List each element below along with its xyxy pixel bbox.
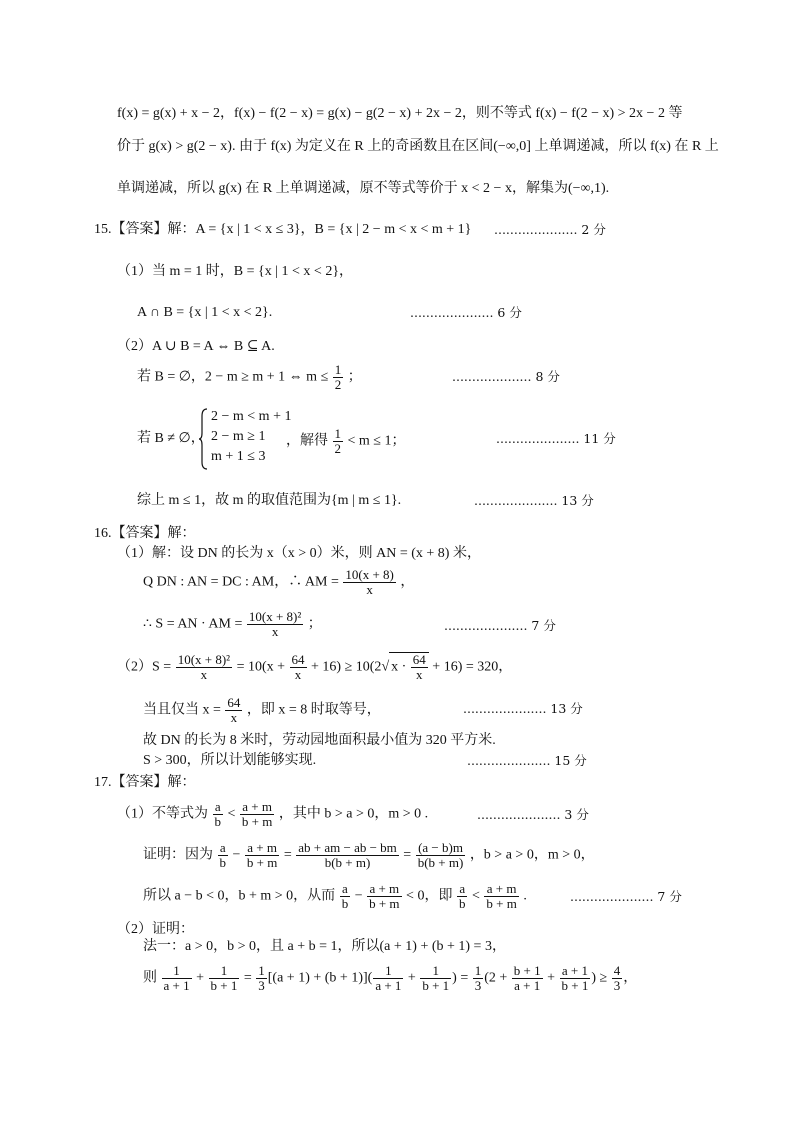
q17-part1-lt: < <box>227 806 236 822</box>
q15-case-nonempty-score: 11 分 <box>583 431 616 446</box>
fraction <box>340 882 351 911</box>
q16-part1-score: 7 分 <box>531 618 556 633</box>
q17-therefore-score: 7 分 <box>657 889 682 904</box>
fraction-denominator: b(b + m) <box>324 855 371 870</box>
q15-system-row: 2 − m < m + 1 <box>211 409 292 424</box>
fraction-denominator: b + 1 <box>422 978 450 993</box>
q15-case-empty-score: 8 分 <box>535 369 560 384</box>
fraction-denominator: x <box>230 710 238 725</box>
q17-therefore-minus: − <box>354 888 363 904</box>
fraction <box>367 882 401 911</box>
fraction <box>218 841 229 870</box>
fraction-numerator: a + m <box>240 800 274 815</box>
q17-part1-score-leader: ..................... 3 分 <box>477 807 589 822</box>
q15-conclusion-score: 13 分 <box>561 493 594 508</box>
q15-score: 2 分 <box>581 222 606 237</box>
solution-line-2: 价于 g(x) > g(2 − x). 由于 f(x) 为定义在 R 上的奇函数且在区间(−∞,0] 上单调递减，所以 f(x) 在 R 上 <box>117 139 719 154</box>
fraction-numerator: 64 <box>227 695 241 710</box>
fraction-numerator: a + m <box>484 882 518 897</box>
q16-part2-line <box>117 652 512 682</box>
fraction-numerator: a + 1 <box>560 964 591 979</box>
fraction <box>296 841 399 870</box>
q15-solve-end: < m ≤ 1； <box>347 433 406 449</box>
fraction-denominator: b + 1 <box>561 978 589 993</box>
fraction-numerator: ab + am − ab − bm <box>298 840 397 855</box>
sqrt-icon: √ <box>381 659 390 675</box>
fraction <box>457 882 468 911</box>
fraction-denominator: b <box>214 814 221 829</box>
q15-system-row: m + 1 ≤ 3 <box>211 449 266 464</box>
q17-part1-score: 3 分 <box>564 807 589 822</box>
q16-conclusion: 故 DN 的长为 8 米时，劳动园地面积最小值为 320 平方米. <box>143 733 496 748</box>
fraction-denominator: x <box>271 624 279 639</box>
fraction <box>333 427 344 456</box>
fraction <box>245 841 279 870</box>
fraction <box>247 610 303 639</box>
q17-calc-eq: = <box>243 970 252 986</box>
q17-heading: 17.【答案】解： <box>94 775 196 790</box>
q17-therefore-text: 所以 a − b < 0，b + m > 0，从而 <box>143 888 336 904</box>
q17-part1-end: ，其中 b > a > 0，m > 0 . <box>278 806 429 822</box>
fraction <box>512 964 543 993</box>
fraction <box>209 964 240 993</box>
fraction-numerator: 1 <box>373 964 403 979</box>
q15-score-leader: ..................... 2 分 <box>494 222 606 237</box>
q16-plan-line: S > 300，所以计划能够实现. <box>143 753 317 768</box>
q16-area-text: ∴ S = AN · AM = <box>143 616 243 632</box>
fraction-denominator: 2 <box>334 441 341 456</box>
q16-area-end: ； <box>307 616 322 632</box>
q17-therefore-mid: < 0，即 <box>406 888 453 904</box>
q16-part1: （1）解：设 DN 的长为 x（x > 0）米，则 AN = (x + 8) 米， <box>117 546 481 561</box>
fraction-denominator: b <box>458 896 466 911</box>
q16-plan-score: 15 分 <box>554 753 587 768</box>
q16-equality-line <box>143 696 381 725</box>
q16-ratio-line <box>143 568 414 597</box>
q15-case-nonempty-lead: 若 B ≠ ∅， <box>137 431 205 446</box>
fraction-numerator: a <box>213 800 224 815</box>
q17-calc-plus: + <box>196 970 205 986</box>
q15-case-empty <box>137 363 362 392</box>
q15-part1-score: 6 分 <box>497 305 522 320</box>
fraction <box>333 363 344 392</box>
fraction-denominator: 3 <box>613 978 621 993</box>
fraction-denominator: a + 1 <box>375 978 402 993</box>
fraction-denominator: b + m <box>369 896 400 911</box>
q16-part2-mid2: + 16) ≥ 10(2 <box>311 659 382 675</box>
q16-part2-mid1: = 10(x + <box>236 659 286 675</box>
q17-calc-end: ， <box>623 970 638 986</box>
q17-calc-mid2: ) = <box>452 970 469 986</box>
fraction <box>416 841 466 870</box>
q15-conclusion-score-leader: ..................... 13 分 <box>474 493 594 508</box>
fraction-denominator: x <box>416 667 423 682</box>
q15-part1-result: A ∩ B = {x | 1 < x < 2}. <box>137 305 273 320</box>
fraction-numerator: 1 <box>162 964 192 979</box>
q16-plan-score-leader: ..................... 15 分 <box>467 753 587 768</box>
q17-calc-mid: [(a + 1) + (b + 1)]( <box>267 970 373 986</box>
fraction-numerator: a <box>340 882 351 897</box>
q17-part1-text: （1）不等式为 <box>117 806 208 822</box>
fraction-denominator: 2 <box>334 377 342 392</box>
q16-heading: 16.【答案】解： <box>94 526 196 541</box>
fraction-denominator: x <box>200 667 208 682</box>
fraction-denominator: x <box>366 582 373 597</box>
fraction <box>473 964 484 993</box>
q16-part2-end: + 16) = 320， <box>432 659 513 675</box>
fraction <box>225 696 242 725</box>
fraction <box>343 568 396 597</box>
fraction-numerator: a + m <box>367 882 401 897</box>
q17-method1: 法一：a > 0，b > 0，且 a + b = 1，所以(a + 1) + (b + 1) = 3， <box>143 939 506 954</box>
q15-case-empty-score-leader: .................... 8 分 <box>452 369 560 384</box>
fraction <box>290 653 307 682</box>
fraction-denominator: 3 <box>474 978 482 993</box>
q16-equality-end: ，即 x = 8 时取等号， <box>246 702 381 718</box>
fraction-denominator: 3 <box>258 978 265 993</box>
fraction-numerator: 10(x + 8)² <box>177 652 231 667</box>
fraction-numerator: 64 <box>412 652 426 667</box>
fraction-numerator: 10(x + 8)² <box>248 609 302 624</box>
fraction <box>373 964 403 993</box>
q15-part1: （1）当 m = 1 时，B = {x | 1 < x < 2}， <box>117 264 354 279</box>
q17-proof-minus: − <box>232 847 241 863</box>
q16-equality-score: 13 分 <box>550 701 583 716</box>
fraction-numerator: b + 1 <box>513 963 541 978</box>
solution-line-3: 单调递减，所以 g(x) 在 R 上单调递减，原不等式等价于 x < 2 − x，解集为(−∞,1). <box>117 181 610 196</box>
q16-ratio-text: Q DN : AN = DC : AM，∴ AM = <box>143 574 339 590</box>
q17-proof-eq: = <box>283 847 292 863</box>
q15-part1-score-leader: ..................... 6 分 <box>410 305 522 320</box>
q16-equality-text: 当且仅当 x = <box>143 702 221 718</box>
fraction-numerator: 1 <box>334 426 341 441</box>
fraction-numerator: a + m <box>245 841 279 856</box>
fraction-denominator: a + 1 <box>163 978 190 993</box>
q16-part1-score-leader: ..................... 7 分 <box>444 618 556 633</box>
fraction <box>240 800 274 829</box>
fraction <box>176 653 232 682</box>
q16-area-line <box>143 610 322 639</box>
fraction <box>411 653 428 682</box>
fraction-numerator: 10(x + 8) <box>345 567 394 582</box>
fraction-numerator: 1 <box>209 964 240 979</box>
q15-system-row: 2 − m ≥ 1 <box>211 429 266 444</box>
fraction <box>560 964 591 993</box>
left-brace-icon <box>199 408 209 470</box>
fraction-numerator: 1 <box>420 964 451 979</box>
sqrt-radicand <box>389 652 429 682</box>
q16-sqrt-pre: x · <box>391 659 407 675</box>
fraction-denominator: x <box>294 667 302 682</box>
fraction <box>420 964 451 993</box>
fraction <box>612 964 623 993</box>
fraction-denominator: a + 1 <box>514 978 541 993</box>
fraction <box>256 964 267 993</box>
fraction <box>484 882 518 911</box>
fraction-denominator: b(b + m) <box>417 855 464 870</box>
q16-part2-text: （2）S = <box>117 659 172 675</box>
fraction-numerator: 1 <box>474 963 482 978</box>
fraction-denominator: b + m <box>246 855 278 870</box>
q17-proof-line <box>143 841 595 870</box>
q17-calc-plus2: + <box>407 970 416 986</box>
q17-calc-mid4: ) ≥ <box>591 970 608 986</box>
q15-part2: （2）A ∪ B = A ⇔ B ⊆ A. <box>117 339 275 354</box>
q17-therefore-lt: < <box>471 888 480 904</box>
q15-conclusion: 综上 m ≤ 1，故 m 的取值范围为{m | m ≤ 1}. <box>137 493 402 508</box>
q15-case-empty-end: ； <box>347 369 362 385</box>
q15-case-nonempty-result <box>286 427 405 456</box>
q17-part2: （2）证明： <box>117 922 194 937</box>
fraction-denominator: b + 1 <box>210 978 238 993</box>
fraction-numerator: 1 <box>334 362 342 377</box>
q15-case-nonempty-score-leader: ..................... 11 分 <box>496 431 616 446</box>
q17-calc-text: 则 <box>143 970 157 986</box>
q17-proof-text: 证明：因为 <box>143 847 213 863</box>
q15-heading: 15.【答案】解：A = {x | 1 < x ≤ 3}，B = {x | 2 − m < x < m + 1} <box>94 222 472 237</box>
fraction-denominator: b <box>219 855 226 870</box>
fraction-numerator: 4 <box>613 963 621 978</box>
fraction-denominator: b <box>341 896 349 911</box>
fraction <box>213 800 224 829</box>
q17-calc-plus3: + <box>547 970 556 986</box>
q17-proof-end: ，b > a > 0，m > 0， <box>469 847 595 863</box>
q15-system <box>211 407 291 467</box>
fraction-denominator: b + m <box>241 814 273 829</box>
q17-method1-calc <box>143 964 637 993</box>
fraction-numerator: (a − b)m <box>416 841 466 856</box>
q17-therefore-score-leader: ..................... 7 分 <box>570 889 682 904</box>
fraction-numerator: 1 <box>258 963 265 978</box>
q17-part1-line <box>117 800 428 829</box>
q17-calc-mid3: (2 + <box>484 970 508 986</box>
q16-ratio-end: ， <box>400 574 415 590</box>
fraction-denominator: b + m <box>486 896 517 911</box>
q15-solve-text: ，解得 <box>286 433 328 449</box>
q15-case-empty-text: 若 B = ∅，2 − m ≥ m + 1 ⇔ m ≤ <box>137 369 329 385</box>
fraction-numerator: 64 <box>291 652 305 667</box>
fraction-numerator: a <box>457 882 468 897</box>
solution-line-1: f(x) = g(x) + x − 2，f(x) − f(2 − x) = g(x) − g(2 − x) + 2x − 2，则不等式 f(x) − f(2 − x) > 2x − 2 等 <box>117 106 683 121</box>
q16-equality-score-leader: ..................... 13 分 <box>463 701 583 716</box>
fraction <box>162 964 192 993</box>
q17-therefore-end: . <box>523 888 527 904</box>
q17-therefore-line <box>143 882 527 911</box>
q17-proof-eq2: = <box>403 847 412 863</box>
fraction-numerator: a <box>218 841 229 856</box>
